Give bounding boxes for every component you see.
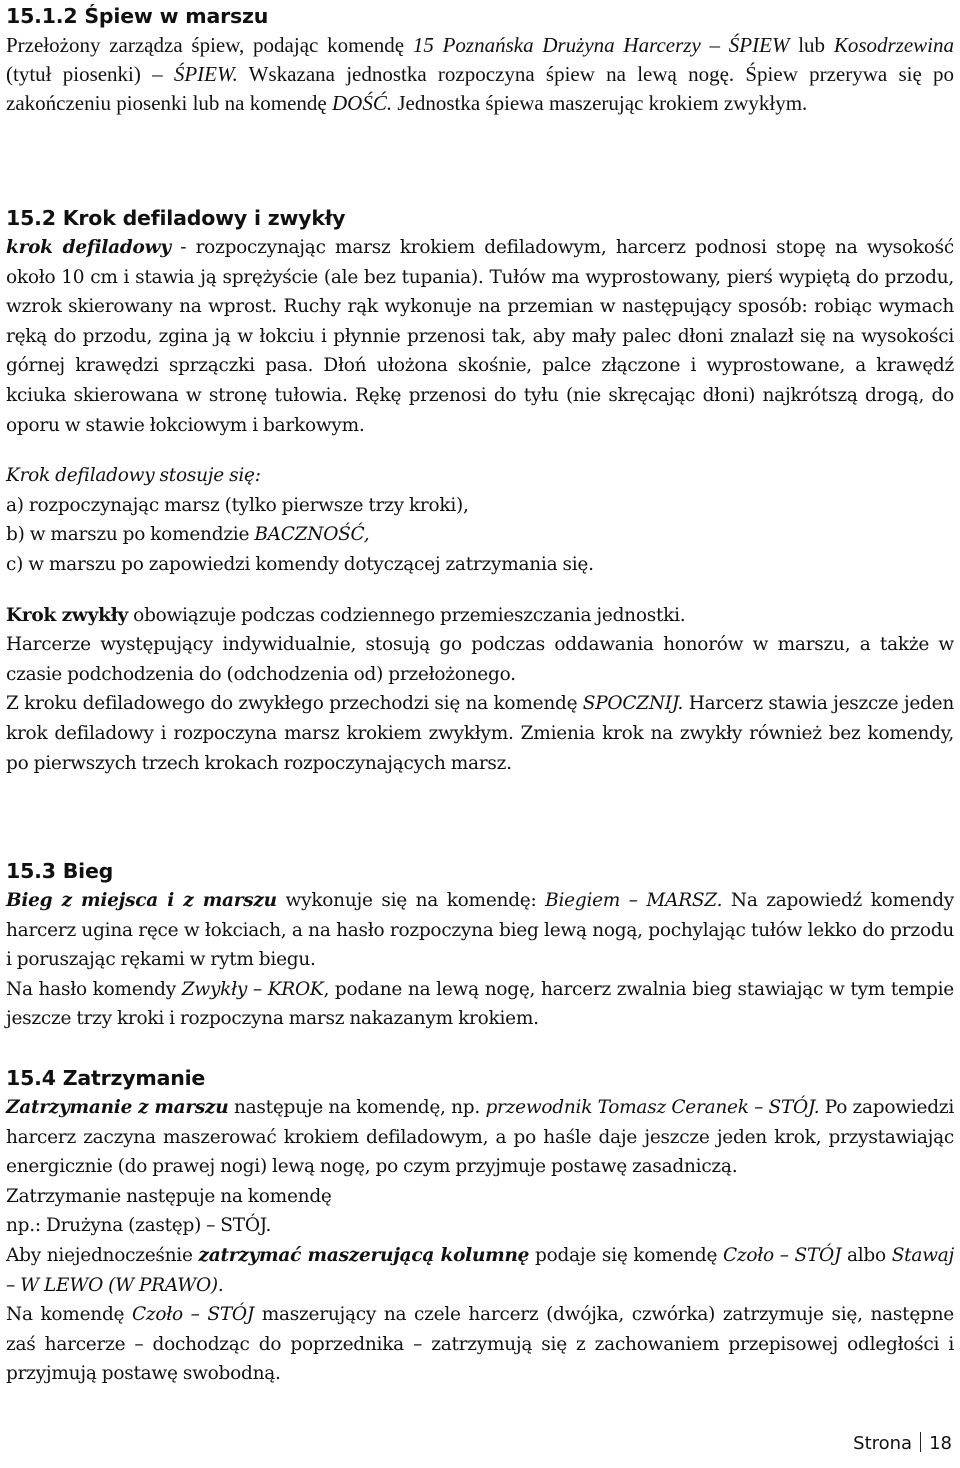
command-attention: BACZNOŚĆ, [254,524,370,546]
term-run: Bieg z miejsca i z marszu [6,890,277,911]
section-run [6,857,954,1034]
list-item-a: a) rozpoczynając marsz (tylko pierwsze trzy kroki), [6,494,469,516]
normal-step-honors: Harcerze występujący indywidualnie, stosują go podczas oddawania honorów w marszu, a także w czasie podchodzenia do (odchodzenia od) przełożonego. [6,634,954,685]
command-normal-step: Zwykły – KROK [181,978,324,1000]
page-number: 18 [929,1433,952,1454]
list-item-c: c) w marszu po zapowiedzi komendy dotyczącej zatrzymania się. [6,553,594,575]
song-title: Kosodrzewina [833,33,954,57]
heading-singing: 15.1.2 Śpiew w marszu [6,4,269,28]
paragraph-stop-example: np.: Drużyna (zastęp) – STÓJ. [6,1215,272,1237]
paragraph-stop-command: Zatrzymanie następuje na komendę [6,1185,332,1207]
uses-title: Krok defiladowy stosuje się: [6,465,261,487]
section-singing [6,0,954,118]
paragraph-normal-step: Krok zwykły obowiązuje podczas codziennego przemieszczania jednostki. Harcerze występujący indywidualnie, stosują go podczas oddawania honorów w marszu, a także w czasie podchodzenia do (odchodzenia od) przełożonego. Z kroku defiladowego do zwykłego przechodzi się na komendę SPOCZNIJ. Harcerz stawia jeszcze jeden krok defiladowy i rozpoczyna marsz krokiem zwykłym. Zmienia krok na zwykły również bez komendy, po pierwszych trzech krokach rozpoczynających marsz. [6,604,954,774]
term-normal-step: Krok zwykły [6,604,129,626]
page-label: Strona [853,1433,913,1454]
paragraph-singing: Przełożony zarządza śpiew, podając komendę 15 Poznańska Drużyna Harcerzy – ŚPIEW lub Kosodrzewina (tytuł piosenki) – ŚPIEW. Wskazana jednostka rozpoczyna śpiew na lewą nogę. Śpiew przerywa się po zakończeniu piosenki lub na komendę DOŚĆ. Jednostka śpiewa maszerując krokiem zwykłym. [6,33,955,115]
term-stop-march: Zatrzymanie z marszu [6,1097,229,1118]
heading-run: 15.3 Bieg [6,859,114,883]
command-guide-stop: przewodnik Tomasz Ceranek – STÓJ. [485,1097,820,1118]
paragraph-stop-column: Aby niejednocześnie zatrzymać maszerującą kolumnę podaje się komendę Czoło – STÓJ albo Stawaj – W LEWO (W PRAWO). [6,1244,954,1296]
page-footer [853,1432,952,1454]
command-at-ease: SPOCZNIJ. [582,693,684,715]
term-stop-column: zatrzymać maszerującą kolumnę [198,1244,530,1266]
command-front-stop-2: Czoło – STÓJ [132,1304,254,1326]
section-parade-step [6,204,954,778]
term-parade-step: krok defiladowy [6,237,171,258]
command-run-march: Biegiem – MARSZ. [545,890,723,911]
heading-parade-step: 15.2 Krok defiladowy i zwykły [6,206,346,230]
section-stop [6,1064,954,1389]
list-item-b: b) w marszu po komendzie BACZNOŚĆ, [6,524,370,546]
command-halt-turn: Stawaj – W LEWO (W PRAWO). [6,1244,954,1296]
command-team-sing: 15 Poznańska Drużyna Harcerzy – ŚPIEW [412,33,790,57]
command-enough: DOŚĆ. [331,91,393,115]
footer-divider [920,1432,921,1452]
paragraph-stop-march: Zatrzymanie z marszu następuje na komendę, np. przewodnik Tomasz Ceranek – STÓJ. Po zapowiedzi harcerz zaczyna maszerować krokiem defiladowym, a po haśle daje jeszcze jeden krok, przystawiając energicznie (do prawej nogi) lewą nogę, po czym przyjmuje postawę zasadniczą. [6,1097,954,1178]
paragraph-run-stop: Na hasło komendy Zwykły – KROK, podane na lewą nogę, harcerz zwalnia bieg stawiając w tym tempie jeszcze trzy kroki i rozpoczyna marsz nakazanym krokiem. [6,978,954,1030]
command-sing: ŚPIEW. [173,62,238,86]
heading-stop: 15.4 Zatrzymanie [6,1066,206,1090]
uses-list [6,491,954,580]
normal-step-transition: Z kroku defiladowego do zwykłego przechodzi się na komendę SPOCZNIJ. Harcerz stawia jeszcze jeden krok defiladowy i rozpoczyna marsz krokiem zwykłym. Zmienia krok na zwykły również bez komendy, po pierwszych trzech krokach rozpoczynających marsz. [6,693,954,774]
command-front-stop: Czoło – STÓJ [722,1244,842,1266]
paragraph-front-stop: Na komendę Czoło – STÓJ maszerujący na czele harcerz (dwójka, czwórka) zatrzymuje się, następne zaś harcerze – dochodząc do poprzednika – zatrzymują się z zachowaniem przepisowej odległości i przyjmują postawę swobodną. [6,1304,954,1385]
paragraph-run-start: Bieg z miejsca i z marszu wykonuje się na komendę: Biegiem – MARSZ. Na zapowiedź komendy harcerz ugina ręce w łokciach, a na hasło rozpoczyna bieg lewą nogą, pochylając tułów lekko do przodu i poruszając rękami w rytm biegu. [6,890,955,971]
paragraph-parade-step-description: krok defiladowy - rozpoczynając marsz krokiem defiladowym, harcerz podnosi stopę na wysokość około 10 cm i stawia ją sprężyście (ale bez tupania). Tułów ma wyprostowany, pierś wypiętą do przodu, wzrok skierowany na wprost. Ruchy rąk wykonuje na przemian w następujący sposób: robiąc wymach ręką do przodu, zgina ją w łokciu i płynnie przenosi tak, aby mały palec dłoni znalazł się na wysokości górnej krawędzi sprzączki pasa. Dłoń ułożona skośnie, palce złączone i wyprostowane, a krawędź kciuka skierowana w stronę tułowia. Rękę przenosi do tyłu (nie skręcając dłoni) najkrótszą drogą, do oporu w stawie łokciowym i barkowym. [6,237,954,436]
